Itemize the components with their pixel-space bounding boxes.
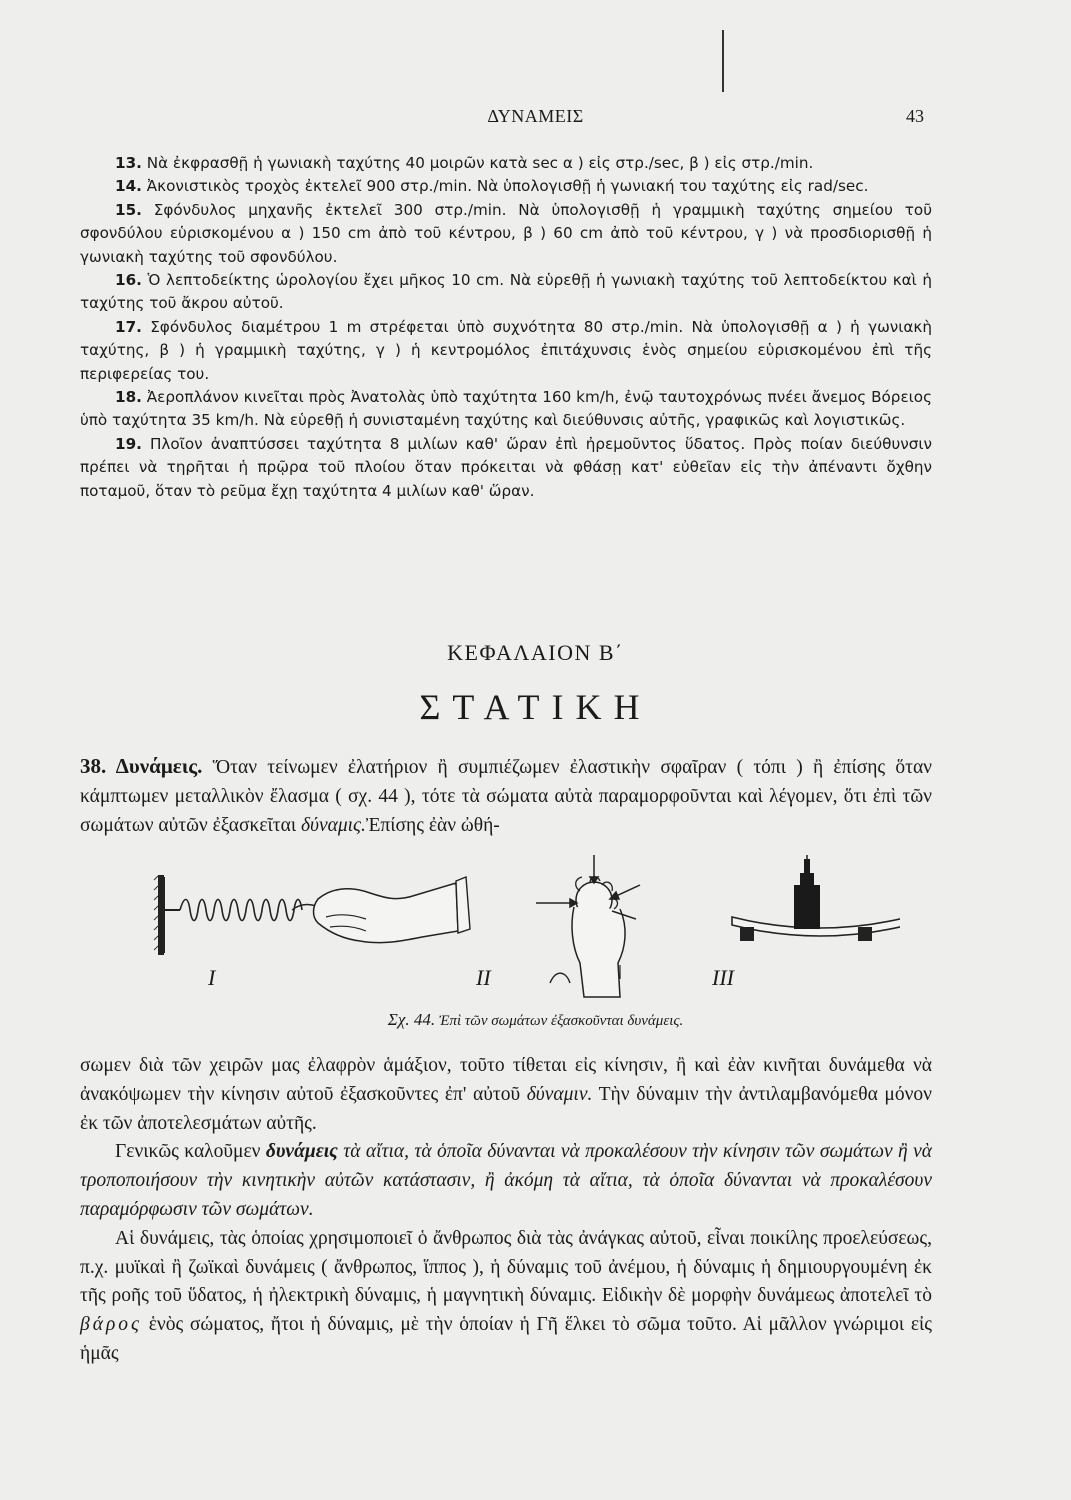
intro-text: Ὅταν τείνωμεν ἐλατήριον ἢ συμπιέζωμεν ἐλαστικὴν σφαῖραν ( τόπι ) ἢ ἐπίσης ὅταν κάμπτωμεν μεταλλικὸν ἔλασμα ( σχ. 44 ), τότε τὰ σώματα αὐτὰ παραμορφοῦνται καὶ λέγομεν, ὅτι ἐπὶ τῶν σωμάτων αὐτῶν ἐξασκεῖται [80, 757, 932, 836]
running-header: ΔΥΝΑΜΕΙΣ [487, 106, 584, 126]
exercise-item [80, 152, 932, 175]
exercise-number: 14. [115, 177, 142, 196]
figure-44 [140, 855, 900, 1005]
paragraph-1 [80, 1052, 932, 1138]
chapter-label: ΚΕΦΑΛΑΙΟΝ Β΄ [447, 640, 624, 665]
exercise-number: 18. [115, 388, 142, 407]
exercise-text: Ἀκονιστικὸς τροχὸς ἐκτελεῖ 900 στρ./min. Νὰ ὑπολογισθῇ ἡ γωνιακή του ταχύτης εἰς rad/sec. [146, 177, 869, 196]
paragraph-1-italic: δύναμιν. [526, 1083, 593, 1105]
paragraph-2-text: Γενικῶς καλοῦμεν [115, 1141, 266, 1163]
figure-caption [0, 1010, 1071, 1030]
figure-label-2: II [476, 965, 491, 990]
exercise-text: Σφόνδυλος μηχανῆς ἐκτελεῖ 300 στρ./min. Νὰ ὑπολογισθῇ ἡ γραμμικὴ ταχύτης σημείου τοῦ σφονδύλου εὑρισκομένου α ) 150 cm ἀπὸ τοῦ κέντρου, β ) 60 cm ἀπὸ τοῦ κέντρου, γ ) νὰ προσδιορισθῇ ἡ γωνιακὴ ταχύτης τοῦ σφονδύλου. [80, 200, 933, 266]
paragraph-2 [80, 1138, 932, 1224]
intro-italic-term: δύναμις. [300, 814, 366, 836]
paragraph-1-end: Τὴν δύναμιν τὴν ἀντιλαμβανόμεθα μόνον ἐκ τῶν ἀποτελεσμάτων αὐτῆς. [80, 1083, 933, 1134]
section-heading: 38. Δυνάμεις. [80, 754, 203, 778]
exercise-item [80, 316, 932, 386]
paragraph-3 [80, 1225, 932, 1369]
exercise-number: 15. [115, 200, 142, 219]
exercise-item [80, 199, 932, 269]
chapter-title: ΣΤΑΤΙΚΗ [419, 687, 652, 727]
exercise-text: Σφόνδυλος διαμέτρου 1 m στρέφεται ὑπὸ συχνότητα 80 στρ./min. Νὰ ὑπολογισθῇ α ) ἡ γωνιακὴ ταχύτης, β ) ἡ γραμμικὴ ταχύτης, γ ) ἡ κεντρομόλος ἐπιτάχυνσις ἑνὸς σημείου εὑρισκομένου ἐπὶ τῆς περιφερείας του. [80, 317, 933, 383]
scan-artifact-line [722, 30, 724, 92]
paragraph-3-italic: βάρος [80, 1314, 142, 1336]
intro-text-end: Ἐπίσης ἐὰν ὠθή- [365, 814, 500, 836]
exercise-item [80, 386, 932, 433]
figure-caption-text: Ἐπὶ τῶν σωμάτων ἐξασκοῦνται δυνάμεις. [438, 1013, 684, 1029]
section-intro [80, 752, 932, 840]
exercise-text: Πλοῖον ἀναπτύσσει ταχύτητα 8 μιλίων καθ' ὥραν ἐπὶ ἠρεμοῦντος ὕδατος. Πρὸς ποίαν διεύθυνσιν πρέπει νὰ τηρῆται ἡ πρῷρα τοῦ πλοίου ὅταν πρόκειται νὰ φθάσῃ κατ' εὐθεῖαν εἰς τὴν ἀπέναντι ὄχθην ποταμοῦ, ὅταν τὸ ρεῦμα ἔχῃ ταχύτητα 4 μιλίων καθ' ὥραν. [80, 434, 932, 500]
exercise-item [80, 269, 932, 316]
exercise-number: 19. [115, 434, 142, 453]
figure-label-1: I [208, 965, 216, 990]
exercise-list [80, 152, 932, 503]
exercise-text: Νὰ ἐκφρασθῇ ἡ γωνιακὴ ταχύτης 40 μοιρῶν κατὰ sec α ) εἰς στρ./sec, β ) εἰς στρ./min. [146, 154, 814, 172]
spring-illustration [154, 875, 470, 955]
exercise-number: 16. [115, 271, 142, 290]
exercise-number: 17. [115, 317, 142, 336]
figure-caption-prefix: Σχ. 44. [387, 1010, 436, 1029]
paragraph-1-text: σωμεν διὰ τῶν χειρῶν μας ἐλαφρὸν ἁμάξιον, τοῦτο τίθεται εἰς κίνησιν, ἢ καὶ ἐὰν κινῆται δυνάμεθα νὰ ἀνακόψωμεν τὴν κίνησιν αὐτοῦ ἐξασκοῦντες ἐπ' αὐτοῦ [80, 1055, 932, 1105]
ball-hand-illustration [536, 855, 640, 997]
paragraph-3-end: ἑνὸς σώματος, ἤτοι ἡ δύναμις, μὲ τὴν ὁποίαν ἡ Γῆ ἕλκει τὸ σῶμα τοῦτο. Αἱ μᾶλλον γνώριμοι εἰς ἡμᾶς [80, 1314, 932, 1364]
exercise-item [80, 175, 932, 198]
page-number: 43 [906, 106, 924, 126]
weight-plate-illustration [732, 855, 900, 941]
exercise-text: Ὁ λεπτοδείκτης ὡρολογίου ἔχει μῆκος 10 cm. Νὰ εὑρεθῇ ἡ γωνιακὴ ταχύτης τοῦ λεπτοδείκτου καὶ ἡ ταχύτης τοῦ ἄκρου αὐτοῦ. [80, 271, 932, 313]
paragraph-2-bold-term: δυνάμεις [265, 1141, 338, 1163]
paragraph-3-text: Αἱ δυνάμεις, τὰς ὁποίας χρησιμοποιεῖ ὁ ἄνθρωπος διὰ τὰς ἀνάγκας αὐτοῦ, εἶναι ποικίλης προελεύσεως, π.χ. μυϊκαὶ ἢ ζωϊκαὶ δυνάμεις ( ἄνθρωπος, ἵππος ), ἡ δύναμις τοῦ ἀνέμου, ἡ δύναμις ἡ δημιουργουμένη ἐκ τῆς ροῆς τοῦ ὕδατος, ἡ ἠλεκτρικὴ δύναμις, ἡ μαγνητικὴ δύναμις. Εἰδικὴν δὲ μορφὴν δυνάμεως ἀποτελεῖ τὸ [80, 1227, 932, 1307]
paragraph-2-definition: τὰ αἴτια, τὰ ὁποῖα δύνανται νὰ προκαλέσουν τὴν κίνησιν τῶν σωμάτων ἢ νὰ τροποποιήσουν τὴν κινητικὴν αὐτῶν κατάστασιν, ἢ ἀκόμη τὰ αἴτια, τὰ ὁποῖα δύνανται νὰ προκαλέσουν παραμόρφωσιν τῶν σωμάτων. [80, 1141, 932, 1220]
exercise-text: Ἀεροπλάνον κινεῖται πρὸς Ἀνατολὰς ὑπὸ ταχύτητα 160 km/h, ἐνῷ ταυτοχρόνως πνέει ἄνεμος Βόρειος ὑπὸ ταχύτητα 35 km/h. Νὰ εὑρεθῇ ἡ συνισταμένη ταχύτης καὶ διεύθυνσις αὐτῆς, γραφικῶς καὶ λογιστικῶς. [80, 388, 933, 430]
section-intro-paragraph [80, 752, 932, 840]
main-text [80, 1052, 932, 1369]
figure-label-3: III [712, 965, 734, 990]
exercise-item [80, 433, 932, 503]
exercise-number: 13. [115, 154, 142, 172]
